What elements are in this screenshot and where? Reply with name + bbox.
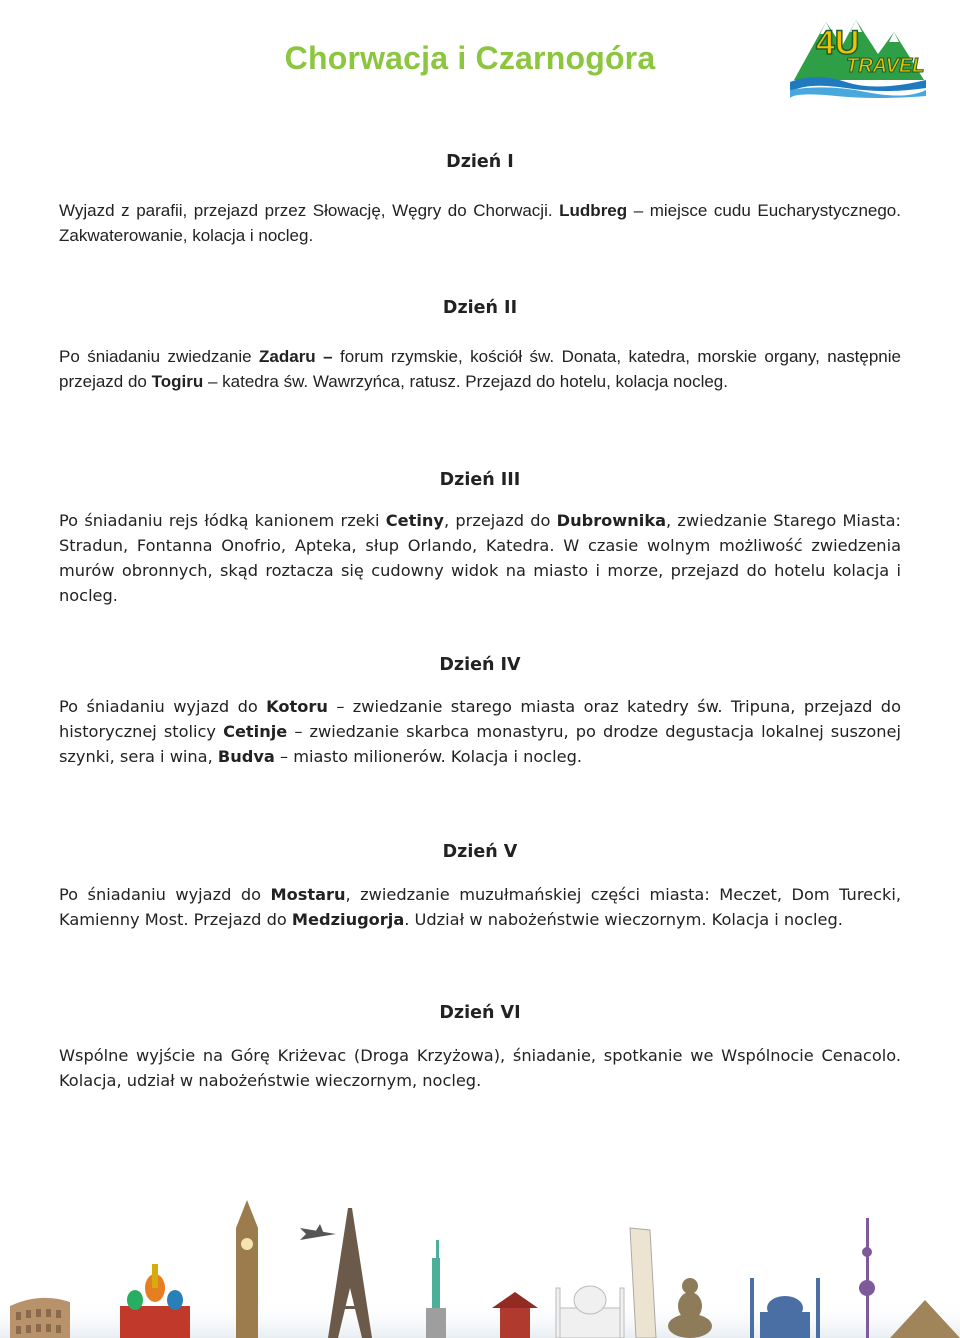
text-segment: – katedra św. Wawrzyńca, ratusz. Przejazd do hotelu, kolacja nocleg. — [203, 372, 728, 391]
text-segment: . Udział w nabożeństwie wieczornym. Kolacja i nocleg. — [404, 910, 843, 929]
day-section — [59, 152, 901, 248]
day-description — [59, 198, 901, 248]
day-heading: Dzień II — [442, 298, 518, 318]
day-heading: Dzień V — [442, 842, 518, 862]
day-description — [59, 694, 901, 769]
place-name: Medziugorja — [291, 910, 405, 929]
day-description — [59, 508, 901, 608]
day-heading: Dzień I — [446, 152, 514, 172]
taj-mahal-icon — [556, 1286, 624, 1338]
place-name: Mostaru — [270, 885, 346, 904]
place-name: Ludbreg — [559, 201, 628, 220]
day-section — [59, 842, 901, 932]
text-segment: – zwiedzanie skarbca monastyru, po drodze degustacja lokalnej suszonej szynki, sera i wina, — [59, 722, 901, 766]
st-basils-cathedral-icon — [120, 1264, 190, 1338]
text-segment: – miejsce cudu Eucharystycznego. Zakwaterowanie, kolacja i nocleg. — [59, 201, 901, 245]
place-name: Cetiny — [385, 511, 444, 530]
place-name: Budva — [217, 747, 275, 766]
statue-of-liberty-icon — [426, 1240, 446, 1338]
day-heading: Dzień VI — [439, 1003, 521, 1023]
logo-4u-text: 4U — [816, 24, 860, 62]
logo-travel-text: TRAVEL — [846, 55, 925, 77]
place-name: Cetinje — [223, 722, 288, 741]
text-segment: Po śniadaniu zwiedzanie — [59, 347, 260, 366]
place-name: Dubrownika — [556, 511, 667, 530]
day-description — [59, 1043, 901, 1093]
text-segment: Wspólne wyjście na Górę Kriżevac (Droga Krzyżowa), śniadanie, spotkanie we Wspólnocie Cenacolo. Kolacja, udział w nabożeństwie wieczornym, nocleg. — [59, 1046, 901, 1090]
day-section — [59, 298, 901, 394]
page-title: Chorwacja i Czarnogóra — [284, 40, 656, 76]
text-segment: , przejazd do — [444, 511, 557, 530]
place-name: Zadaru – — [259, 347, 333, 366]
text-segment: , zwiedzanie muzułmańskiej części miasta: Meczet, Dom Turecki, Kamienny Most. Przejazd do — [59, 885, 901, 929]
day-section — [59, 470, 901, 608]
day-section — [59, 1003, 901, 1093]
day-heading: Dzień IV — [439, 655, 521, 675]
colosseum-icon — [10, 1298, 70, 1338]
day-section — [59, 655, 901, 769]
text-segment: Po śniadaniu wyjazd do — [59, 697, 267, 716]
text-segment: – zwiedzanie starego miasta oraz katedry św. Tripuna, przejazd do historycznej stolicy — [59, 697, 901, 741]
text-segment: Po śniadaniu rejs łódką kanionem rzeki — [59, 511, 386, 530]
text-segment: , zwiedzanie Starego Miasta: Stradun, Fontanna Onofrio, Apteka, słup Orlando, Katedra. W czasie wolnym możliwość zwiedzenia murów obronnych, skąd roztacza się cudowny widok na miasto i morze, przejazd do hotelu kolacja i nocleg. — [59, 511, 902, 605]
place-name: Togiru — [151, 372, 204, 391]
day-description — [59, 882, 901, 932]
big-ben-icon — [236, 1200, 258, 1338]
place-name: Kotoru — [266, 697, 328, 716]
text-segment: forum rzymskie, kościół św. Donata, katedra, morskie organy, następnie przejazd do — [59, 347, 901, 391]
text-segment: – miasto milionerów. Kolacja i nocleg. — [274, 747, 583, 766]
day-heading: Dzień III — [439, 470, 521, 490]
text-segment: Wyjazd z parafii, przejazd przez Słowację, Węgry do Chorwacji. — [59, 201, 560, 220]
airplane-icon — [300, 1224, 336, 1240]
travel-logo — [786, 2, 930, 98]
day-description — [59, 344, 901, 394]
landmarks-skyline-illustration — [0, 1188, 960, 1338]
text-segment: Po śniadaniu wyjazd do — [59, 885, 271, 904]
